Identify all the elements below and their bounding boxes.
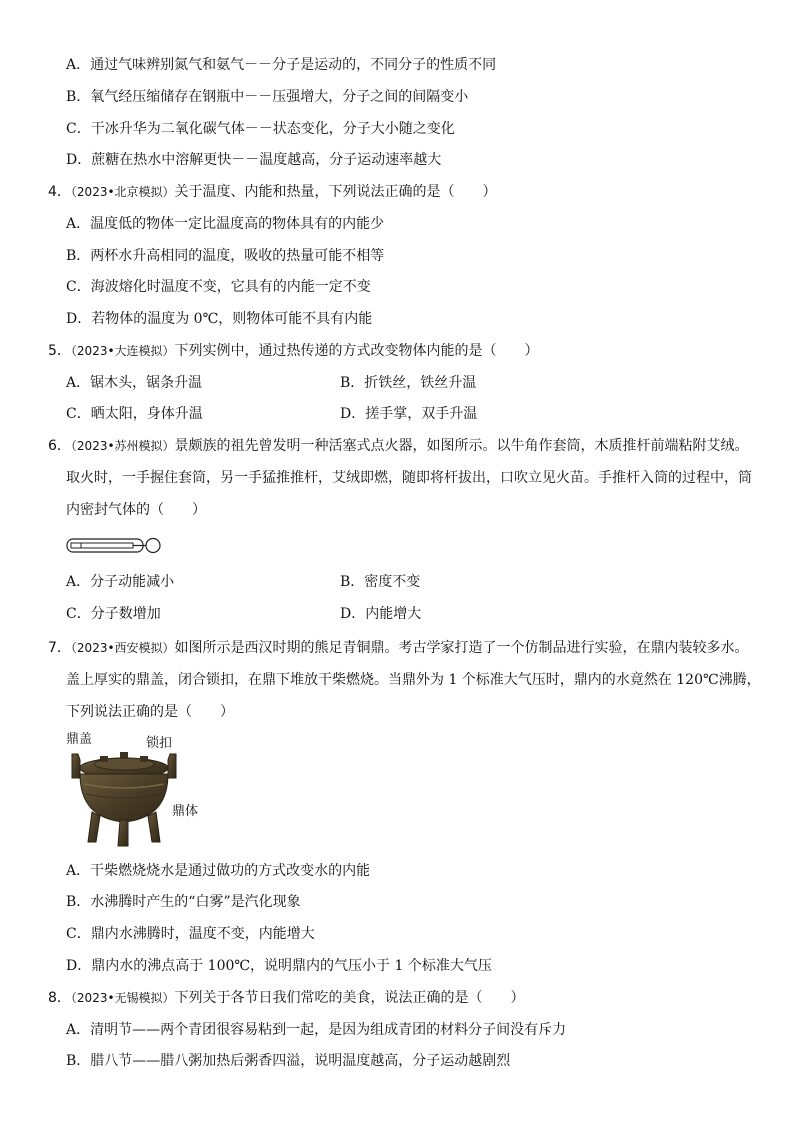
q7-option-c: C．鼎内水沸腾时，温度不变，内能增大	[66, 926, 315, 942]
q4-option-d: D．若物体的温度为 0℃，则物体可能不具有内能	[66, 311, 373, 327]
q8-text: 下列关于各节日我们常吃的美食，说法正确的是（ ）	[174, 990, 525, 1006]
q7-option-b: B．水沸腾时产生的“白雾”是汽化现象	[66, 894, 301, 910]
q4-source: （2023•北京模拟）	[70, 185, 175, 199]
q6-source: （2023•苏州模拟）	[70, 439, 175, 453]
bronze-ding-figure	[64, 738, 184, 850]
q5-option-a: A．锯木头，锯条升温	[66, 375, 203, 391]
q4-option-b: B．两杯水升高相同的温度，吸收的热量可能不相等	[66, 248, 385, 264]
q5-option-c: C．晒太阳，身体升温	[66, 406, 203, 422]
fire-piston-figure	[66, 535, 164, 557]
q7-number: 7．	[48, 640, 71, 656]
q4-number: 4．	[48, 184, 71, 200]
q8-source: （2023•无锡模拟）	[70, 991, 175, 1005]
q7-option-d: D．鼎内水的沸点高于 100℃，说明鼎内的气压小于 1 个标准大气压	[66, 958, 492, 974]
q7-stem-line2: 盖上厚实的鼎盖，闭合锁扣，在鼎下堆放干柴燃烧。当鼎外为 1 个标准大气压时，鼎内的水竟然在 120℃沸腾，	[66, 672, 761, 688]
q4-text: 关于温度、内能和热量，下列说法正确的是（ ）	[174, 184, 497, 200]
q3-option-c: C．干冰升华为二氧化碳气体－－状态变化，分子大小随之变化	[66, 121, 455, 137]
q8-option-b: B．腊八节——腊八粥加热后粥香四溢，说明温度越高，分子运动越剧烈	[66, 1053, 511, 1069]
q8-option-a: A．清明节——两个青团很容易粘到一起，是因为组成青团的材料分子间没有斥力	[66, 1022, 567, 1038]
q5-option-d: D．搓手掌，双手升温	[340, 406, 478, 422]
q6-number: 6．	[48, 438, 71, 454]
q6-option-c: C．分子数增加	[66, 606, 161, 622]
q6-stem-line2: 取火时，一手握住套筒，另一手猛推推杆，艾绒即燃，随即将杆拔出，口吹立见火苗。手推杆入筒的过程中，筒	[66, 470, 752, 486]
q3-option-d: D．蔗糖在热水中溶解更快－－温度越高，分子运动速率越大	[66, 152, 442, 168]
q5-stem	[48, 342, 539, 360]
q5-source: （2023•大连模拟）	[70, 344, 175, 358]
label-body: 鼎体	[172, 804, 199, 819]
q7-text-1: 如图所示是西汉时期的熊足青铜鼎。考古学家打造了一个仿制品进行实验，在鼎内装较多水。	[174, 640, 749, 656]
label-lid: 鼎盖	[66, 732, 93, 747]
q6-text-1: 景颇族的祖先曾发明一种活塞式点火器，如图所示。以牛角作套筒，木质推杆前端粘附艾绒。	[174, 438, 749, 454]
q7-stem-line1	[48, 639, 749, 657]
q6-stem-line3: 内密封气体的（ ）	[66, 502, 206, 518]
q7-option-a: A．干柴燃烧烧水是通过做功的方式改变水的内能	[66, 863, 371, 879]
q5-number: 5．	[48, 343, 71, 359]
q8-stem	[48, 989, 525, 1007]
q6-stem-line1	[48, 437, 749, 455]
q8-number: 8．	[48, 990, 71, 1006]
q4-option-a: A．温度低的物体一定比温度高的物体具有的内能少	[66, 216, 385, 232]
label-lock: 锁扣	[146, 736, 173, 751]
q4-option-c: C．海波熔化时温度不变，它具有的内能一定不变	[66, 279, 371, 295]
q7-stem-line3: 下列说法正确的是（ ）	[66, 704, 234, 720]
q3-option-b: B．氧气经压缩储存在钢瓶中－－压强增大，分子之间的间隔变小	[66, 89, 469, 105]
q6-option-d: D．内能增大	[340, 606, 422, 622]
q7-source: （2023•西安模拟）	[70, 641, 175, 655]
q3-option-a: A．通过气味辨别氮气和氨气－－分子是运动的，不同分子的性质不同	[66, 57, 497, 73]
q6-option-a: A．分子动能减小	[66, 574, 175, 590]
q6-option-b: B．密度不变	[340, 574, 421, 590]
q4-stem	[48, 183, 497, 201]
q5-text: 下列实例中，通过热传递的方式改变物体内能的是（ ）	[174, 343, 539, 359]
q5-option-b: B．折铁丝，铁丝升温	[340, 375, 477, 391]
